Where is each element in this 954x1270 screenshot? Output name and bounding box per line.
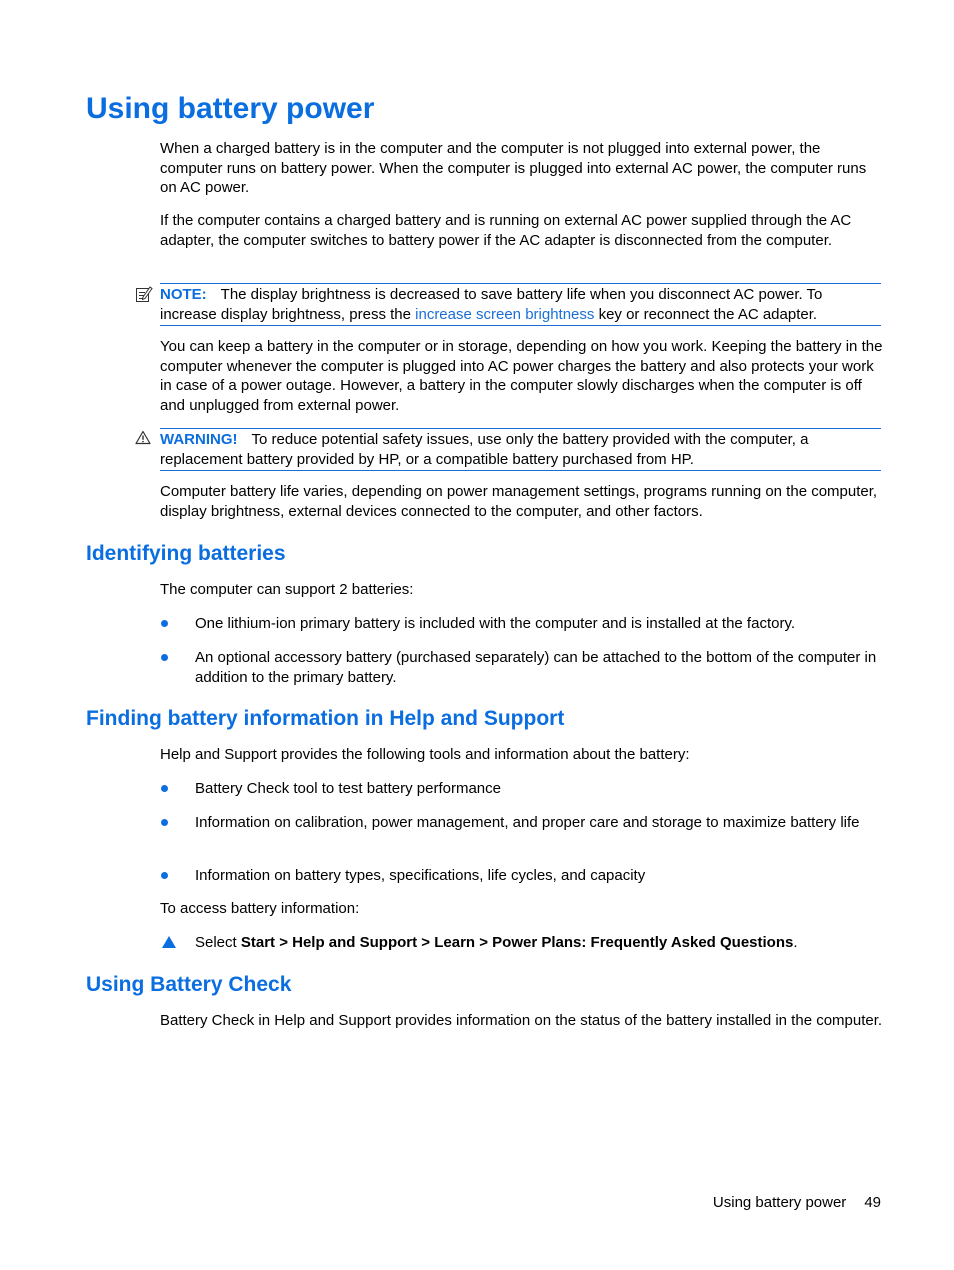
list-item: Information on calibration, power management, and proper care and storage to maximize battery life [195,814,860,831]
identifying-intro: The computer can support 2 batteries: [160,581,414,598]
note-text-after: key or reconnect the AC adapter. [594,305,818,323]
finding-intro: Help and Support provides the following tools and information about the battery: [160,746,690,763]
battery-check-heading: Using Battery Check [86,973,292,996]
step-suffix: . [793,934,798,951]
bullet-dot-icon [161,819,168,826]
access-intro: To access battery information: [160,900,360,917]
finding-heading: Finding battery information in Help and Support [86,707,565,730]
warning-text: To reduce potential safety issues, use only the battery provided with the computer, a replacement battery provided by HP, or a compatible battery purchased from HP. [160,431,809,468]
bullet-dot-icon [161,620,168,627]
step-prefix: Select [195,934,241,951]
battery-check-paragraph: Battery Check in Help and Support provides information on the status of the battery installed in the computer. [160,1012,883,1029]
warning-triangle-icon [135,430,151,450]
list-item: Information on battery types, specifications, life cycles, and capacity [195,867,646,884]
note-box [160,283,881,326]
page-title: Using battery power [86,92,375,125]
procedure-step [195,933,885,953]
page-footer [600,1193,881,1212]
note-label: NOTE: [160,286,207,303]
battery-life-paragraph: Computer battery life varies, depending on power management settings, programs running on the computer, display brightness, external devices connected to the computer, and other factors. [160,483,878,520]
footer-section-title: Using battery power [712,1194,847,1211]
step-menu-path: Start > Help and Support > Learn > Power Plans: Frequently Asked Questions [240,934,794,951]
page-number: 49 [864,1194,881,1211]
note-pencil-icon [135,285,153,308]
intro-paragraph-1: When a charged battery is in the computer and the computer is not plugged into external power, the computer runs on battery power. When the computer is plugged into external AC power, the computer runs on AC power. [160,140,867,196]
bullet-dot-icon [161,872,168,879]
intro-paragraph-2: If the computer contains a charged battery and is running on external AC power supplied through the AC adapter, the computer switches to battery power if the AC adapter is disconnected from the computer. [160,212,852,249]
identifying-heading: Identifying batteries [86,542,286,565]
warning-box [160,428,881,471]
storage-paragraph: You can keep a battery in the computer or in storage, depending on how you work. Keeping the battery in the computer whenever the computer is plugged into AC power charges the battery and also protects your work in case of a power outage. However, a battery in the computer slowly discharges when the computer is off and unplugged from external power. [160,338,883,414]
bullet-dot-icon [161,654,168,661]
note-text-before: The display brightness is decreased to save battery life when you disconnect AC power. To increase display brightness, press the [160,286,823,323]
warning-label: WARNING! [160,431,238,448]
step-triangle-icon [162,936,176,948]
list-item: Battery Check tool to test battery performance [195,780,501,797]
list-item: One lithium-ion primary battery is included with the computer and is installed at the factory. [195,615,795,632]
list-item: An optional accessory battery (purchased separately) can be attached to the bottom of the computer in addition to the primary battery. [195,649,877,686]
bullet-dot-icon [161,785,168,792]
increase-brightness-link[interactable]: increase screen brightness [415,305,595,323]
